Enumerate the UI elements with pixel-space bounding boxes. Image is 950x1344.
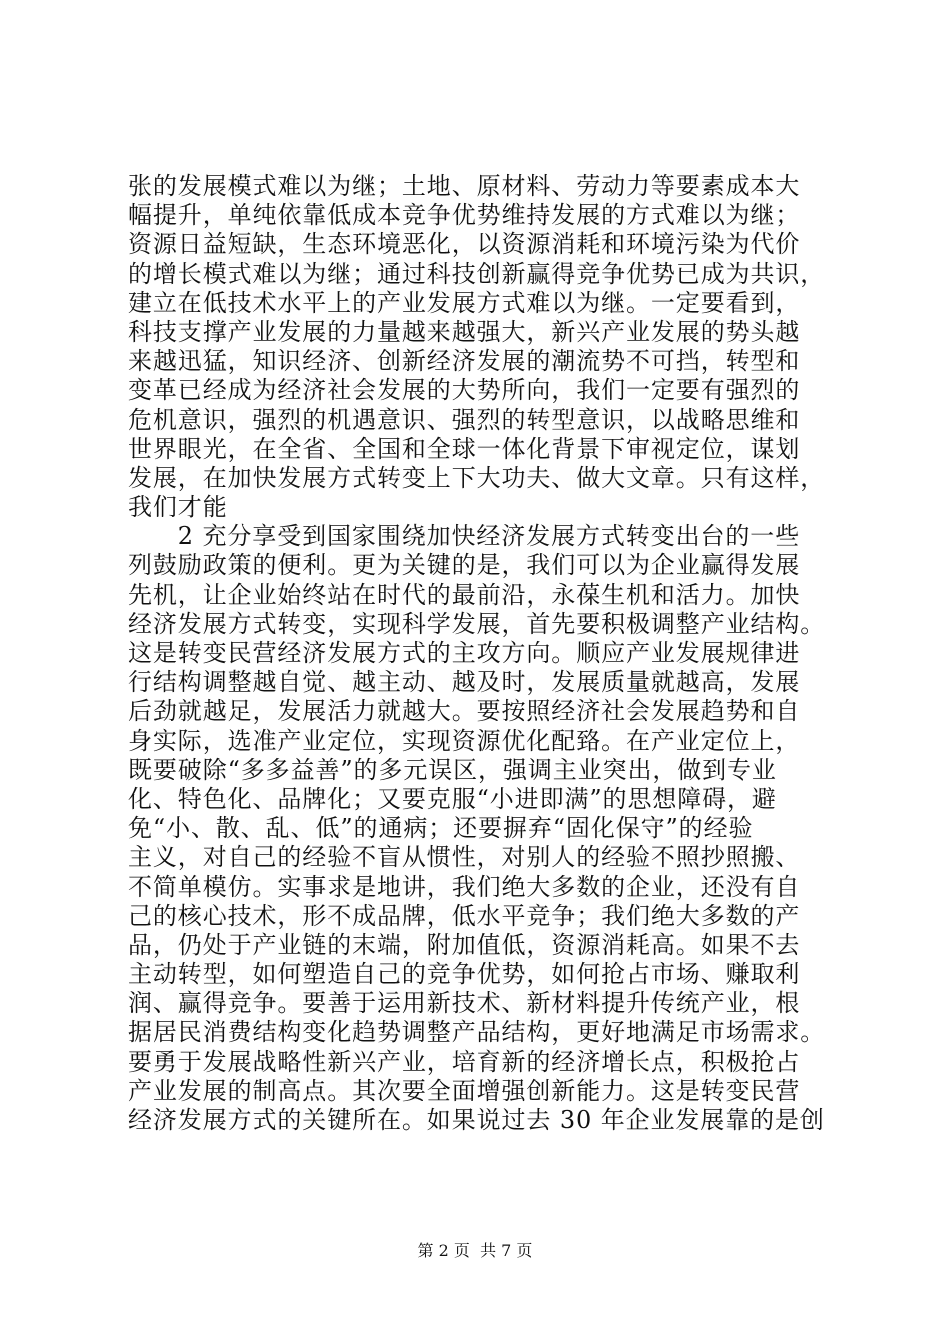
text-line: 发展，在加快发展方式转变上下大功夫、做大文章。只有这样， — [128, 463, 826, 492]
text-line: 免“小、散、乱、低”的通病；还要摒弃“固化保守”的经验 — [128, 814, 754, 843]
text-line: 2 充分享受到国家围绕加快经济发展方式转变出台的一些 — [128, 522, 801, 551]
text-line: 不简单模仿。实事求是地讲，我们绝大多数的企业，还没有自 — [128, 872, 801, 901]
text-line: 要勇于发展战略性新兴产业，培育新的经济增长点，积极抢占 — [128, 1047, 801, 1076]
page-footer: 第 2 页 共 7 页 — [417, 1241, 533, 1260]
text-line: 己的核心技术，形不成品牌，低水平竞争；我们绝大多数的产 — [128, 901, 801, 930]
text-line: 后劲就越足，发展活力就越大。要按照经济社会发展趋势和自 — [128, 697, 801, 726]
text-line: 经济发展方式转变，实现科学发展，首先要积极调整产业结构。 — [128, 609, 826, 638]
text-line: 主义，对自己的经验不盲从惯性，对别人的经验不照抄照搬、 — [128, 843, 801, 872]
text-line: 据居民消费结构变化趋势调整产品结构，更好地满足市场需求。 — [128, 1018, 826, 1047]
text-line: 的增长模式难以为继；通过科技创新赢得竞争优势已成为共识， — [128, 259, 826, 288]
text-line: 品，仍处于产业链的末端，附加值低，资源消耗高。如果不去 — [128, 930, 801, 959]
text-line: 建立在低技术水平上的产业发展方式难以为继。一定要看到， — [128, 288, 801, 317]
text-line: 主动转型，如何塑造自己的竞争优势，如何抢占市场、赚取利 — [128, 960, 801, 989]
text-line: 幅提升，单纯依靠低成本竞争优势维持发展的方式难以为继； — [128, 201, 801, 230]
text-line: 列鼓励政策的便利。更为关键的是，我们可以为企业赢得发展 — [128, 551, 801, 580]
text-line: 经济发展方式的关键所在。如果说过去 30 年企业发展靠的是创 — [128, 1106, 825, 1134]
text-line: 资源日益短缺，生态环境恶化，以资源消耗和环境污染为代价 — [128, 230, 801, 259]
text-line: 先机，让企业始终站在时代的最前沿，永葆生机和活力。加快 — [128, 580, 801, 609]
text-line: 科技支撑产业发展的力量越来越强大，新兴产业发展的势头越 — [128, 317, 801, 346]
text-line: 润、赢得竞争。要善于运用新技术、新材料提升传统产业，根 — [128, 989, 801, 1018]
text-line: 产业发展的制高点。其次要全面增强创新能力。这是转变民营 — [128, 1076, 801, 1105]
body-text — [128, 172, 828, 1135]
text-line: 身实际，选准产业定位，实现资源优化配臵。在产业定位上， — [128, 726, 801, 755]
text-line: 张的发展模式难以为继；土地、原材料、劳动力等要素成本大 — [128, 172, 801, 200]
text-line: 既要破除“多多益善”的多元误区，强调主业突出，做到专业 — [128, 755, 777, 784]
text-line: 这是转变民营经济发展方式的主攻方向。顺应产业发展规律进 — [128, 639, 801, 667]
text-line: 变革已经成为经济社会发展的大势所向，我们一定要有强烈的 — [128, 376, 801, 405]
text-line: 我们才能 — [128, 493, 228, 522]
text-line: 危机意识，强烈的机遇意识、强烈的转型意识，以战略思维和 — [128, 405, 801, 434]
text-line: 化、特色化、品牌化；又要克服“小进即满”的思想障碍，避 — [128, 784, 777, 813]
text-line: 来越迅猛，知识经济、创新经济发展的潮流势不可挡，转型和 — [128, 347, 801, 376]
text-line: 行结构调整越自觉、越主动、越及时，发展质量就越高，发展 — [128, 668, 801, 697]
text-line: 世界眼光，在全省、全国和全球一体化背景下审视定位，谋划 — [128, 434, 801, 463]
